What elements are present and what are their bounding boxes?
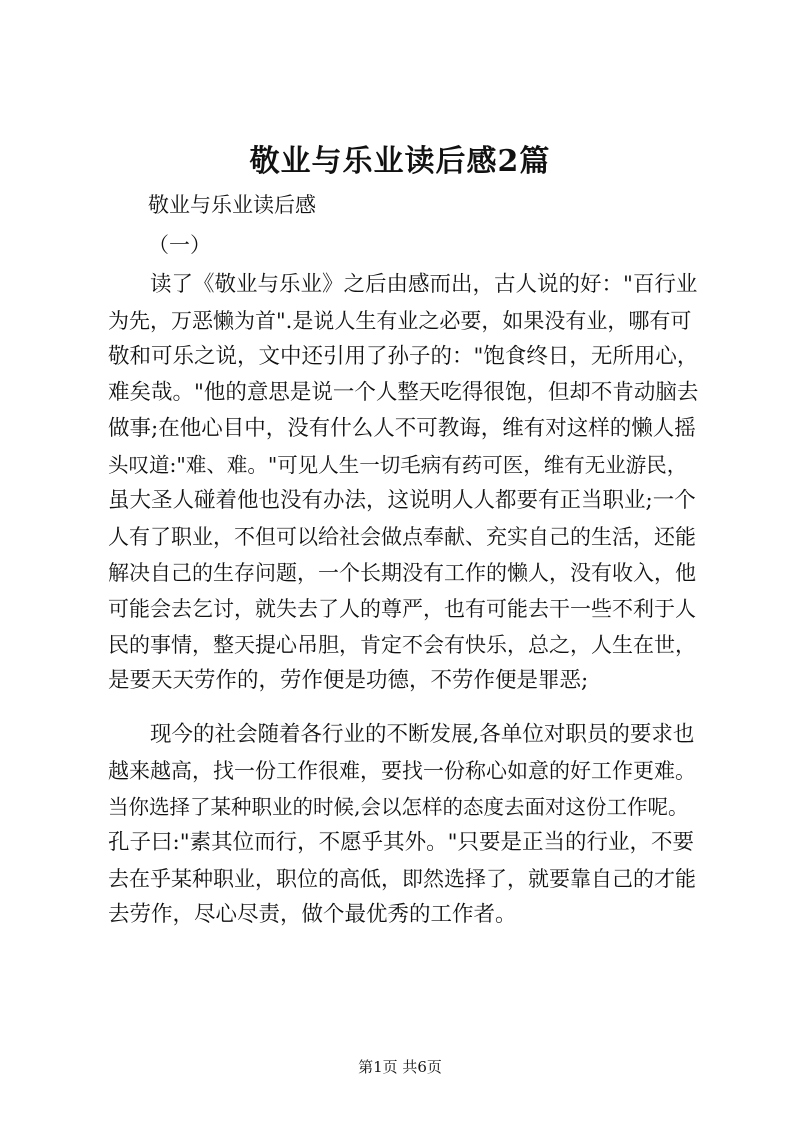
paragraph-line: 当你选择了某种职业的时候,会以怎样的态度去面对这份工作呢。 [108,795,689,819]
paragraph-line: 头叹道:"难、难。"可见人生一切毛病有药可医，维有无业游民， [108,453,688,477]
paragraph-line: 现今的社会随着各行业的不断发展,各单位对职员的要求也 [150,722,695,747]
paragraph-line: 读了《敬业与乐业》之后由感而出，古人说的好："百行业 [150,272,698,297]
paragraph-line: 民的事情，整天提心吊胆，肯定不会有快乐，总之，人生在世， [108,633,696,657]
document-subtitle: 敬业与乐业读后感 [148,193,316,217]
paragraph-line: 孔子曰:"素其位而行，不愿乎其外。"只要是正当的行业，不要 [108,830,695,855]
document-title: 敬业与乐业读后感2篇 [249,144,551,179]
paragraph-line: 难矣哉。"他的意思是说一个人整天吃得很饱，但却不肯动脑去 [108,380,699,405]
paragraph-line: 去在乎某种职业，职位的高低，即然选择了，就要靠自己的才能 [108,867,696,891]
paragraph-line: 人有了职业，不但可以给社会做点奉献、充实自己的生活，还能 [108,525,696,549]
page-footer: 第1页 共6页 [358,1058,442,1076]
paragraph-line: 可能会去乞讨，就失去了人的尊严，也有可能去干一些不利于人 [108,597,696,621]
paragraph-line: 虽大圣人碰着他也没有办法，这说明人人都要有正当职业;一个 [108,488,696,513]
paragraph-line: 解决自己的生存问题，一个长期没有工作的懒人，没有收入，他 [108,561,696,585]
paragraph-line: 做事;在他心目中，没有什么人不可教诲，维有对这样的懒人摇 [108,416,696,441]
section-marker: （一） [148,233,211,257]
paragraph-line: 去劳作，尽心尽责，做个最优秀的工作者。 [108,902,517,927]
paragraph-line: 为先，万恶懒为首".是说人生有业之必要，如果没有业，哪有可 [108,309,692,333]
paragraph-line: 是要天天劳作的，劳作便是功德，不劳作便是罪恶; [108,668,589,693]
paragraph-line: 敬和可乐之说，文中还引用了孙子的："饱食终日，无所用心， [108,344,699,369]
paragraph-line: 越来越高，找一份工作很难，要找一份称心如意的好工作更难。 [108,759,696,783]
